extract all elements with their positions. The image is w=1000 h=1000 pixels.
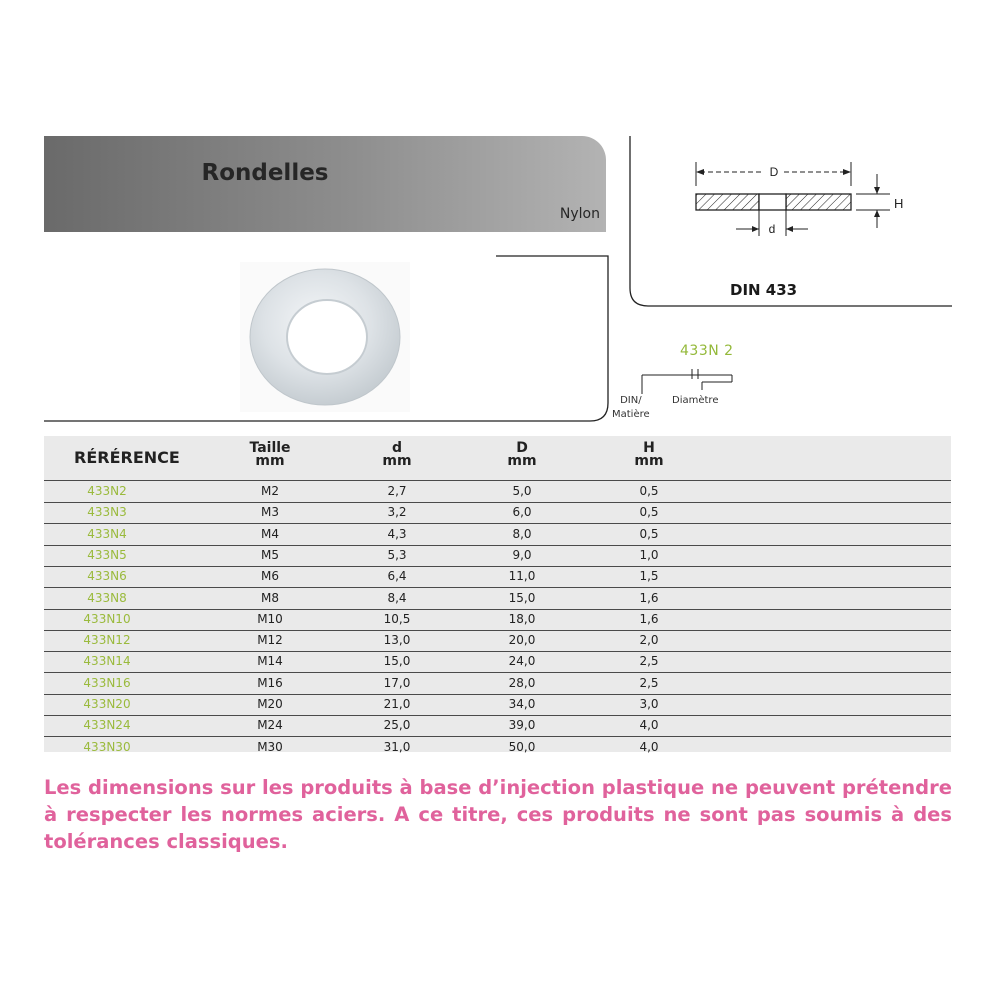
cell-D: 18,0 [508, 611, 536, 626]
cell-reference: 433N2 [87, 484, 127, 498]
cell-D: 50,0 [508, 739, 536, 754]
cell-taille: M4 [261, 526, 279, 541]
cell-reference: 433N6 [87, 569, 127, 584]
cell-reference: 433N24 [83, 718, 131, 733]
cell-d: 10,5 [383, 611, 411, 626]
cell-d: 21,0 [383, 697, 411, 711]
cell-taille: M24 [257, 718, 283, 733]
cell-D: 8,0 [512, 526, 532, 541]
header-D [482, 442, 562, 468]
cell-H: 0,5 [639, 505, 659, 520]
header-d-unit: mm [382, 453, 412, 469]
cell-taille: M16 [257, 675, 283, 690]
cell-d: 25,0 [383, 718, 411, 733]
cell-H: 2,0 [639, 633, 659, 648]
cell-taille: M30 [257, 739, 283, 754]
table-row [44, 694, 951, 716]
cell-d: 6,4 [387, 569, 407, 584]
cell-D: 34,0 [508, 697, 536, 711]
table-row [44, 609, 951, 631]
cell-taille: M5 [261, 547, 279, 562]
cell-reference: 433N10 [83, 611, 131, 626]
code-din-label [612, 394, 650, 422]
cell-taille: M12 [257, 633, 283, 648]
code-example: 433N 2 [680, 343, 734, 359]
header-D-label: D [516, 440, 528, 456]
cell-d: 13,0 [383, 633, 411, 648]
cell-reference: 433N14 [83, 654, 131, 669]
header-taille-label: Taille [249, 440, 291, 456]
table-row [44, 502, 951, 524]
cell-D: 15,0 [508, 590, 536, 605]
cell-D: 24,0 [508, 654, 536, 669]
cell-D: 9,0 [512, 547, 532, 562]
cell-reference: 433N16 [83, 675, 131, 690]
label-d: d [768, 222, 776, 236]
cell-d: 15,0 [383, 654, 411, 669]
dimensions-table [44, 436, 951, 752]
cell-d: 31,0 [383, 739, 411, 754]
header-taille-unit: mm [255, 453, 285, 469]
header-H-label: H [643, 440, 655, 456]
header-d [357, 442, 437, 468]
cell-H: 1,0 [639, 547, 659, 562]
cell-reference: 433N5 [87, 547, 127, 562]
cell-H: 2,5 [639, 654, 659, 669]
cell-taille: M2 [261, 484, 279, 498]
cell-d: 17,0 [383, 675, 411, 690]
code-din-line2: Matière [612, 409, 650, 420]
table-header [44, 436, 951, 481]
table-row [44, 545, 951, 567]
cell-H: 0,5 [639, 526, 659, 541]
tolerance-note: Les dimensions sur les produits à base d’injection plastique ne peuvent prétendre à respecter les normes aciers. A ce titre, ces produits ne sont pas soumis à des tolérances classiques. [44, 776, 952, 853]
table-row [44, 737, 951, 758]
cell-H: 4,0 [639, 739, 659, 754]
cell-reference: 433N3 [87, 505, 127, 520]
table-row [44, 524, 951, 546]
cell-H: 2,5 [639, 675, 659, 690]
cell-reference: 433N8 [87, 590, 127, 605]
cell-D: 39,0 [508, 718, 536, 733]
cell-H: 1,5 [639, 569, 659, 584]
material-subtitle: Nylon [559, 206, 600, 222]
table-row [44, 588, 951, 610]
cell-taille: M6 [261, 569, 279, 584]
label-H: H [894, 196, 904, 211]
washer-photo [240, 262, 410, 412]
cell-D: 5,0 [512, 484, 532, 498]
cell-D: 6,0 [512, 505, 532, 520]
cell-D: 11,0 [508, 569, 536, 584]
cell-d: 3,2 [387, 505, 407, 520]
code-din-line1: DIN/ [620, 395, 642, 406]
table-row [44, 715, 951, 737]
code-diameter-label: Diamètre [672, 395, 719, 406]
cell-H: 1,6 [639, 590, 659, 605]
cell-taille: M20 [257, 697, 283, 711]
header-reference: RÉRÉRENCE [74, 448, 180, 467]
table-row [44, 630, 951, 652]
cell-H: 0,5 [639, 484, 659, 498]
din-standard-label: DIN 433 [730, 281, 798, 299]
header-D-unit: mm [507, 453, 537, 469]
cell-d: 8,4 [387, 590, 407, 605]
header-taille [230, 442, 310, 468]
header-H [609, 442, 689, 468]
cell-H: 3,0 [639, 697, 659, 711]
cell-taille: M10 [257, 611, 283, 626]
cell-H: 4,0 [639, 718, 659, 733]
cell-d: 2,7 [387, 484, 407, 498]
table-row [44, 651, 951, 673]
cell-reference: 433N12 [83, 633, 131, 648]
table-row [44, 566, 951, 588]
page-title: Rondelles [201, 160, 329, 186]
cell-taille: M8 [261, 590, 279, 605]
cell-taille: M3 [261, 505, 279, 520]
cell-reference: 433N20 [83, 697, 131, 711]
cell-H: 1,6 [639, 611, 659, 626]
label-D: D [769, 165, 779, 179]
table-row [44, 673, 951, 695]
cell-D: 20,0 [508, 633, 536, 648]
cell-D: 28,0 [508, 675, 536, 690]
cell-taille: M14 [257, 654, 283, 669]
table-row [44, 481, 951, 503]
header-H-unit: mm [634, 453, 664, 469]
header-d-label: d [391, 440, 403, 456]
cell-reference: 433N30 [83, 739, 131, 754]
cell-reference: 433N4 [87, 526, 127, 541]
cell-d: 4,3 [387, 526, 407, 541]
cell-d: 5,3 [387, 547, 407, 562]
